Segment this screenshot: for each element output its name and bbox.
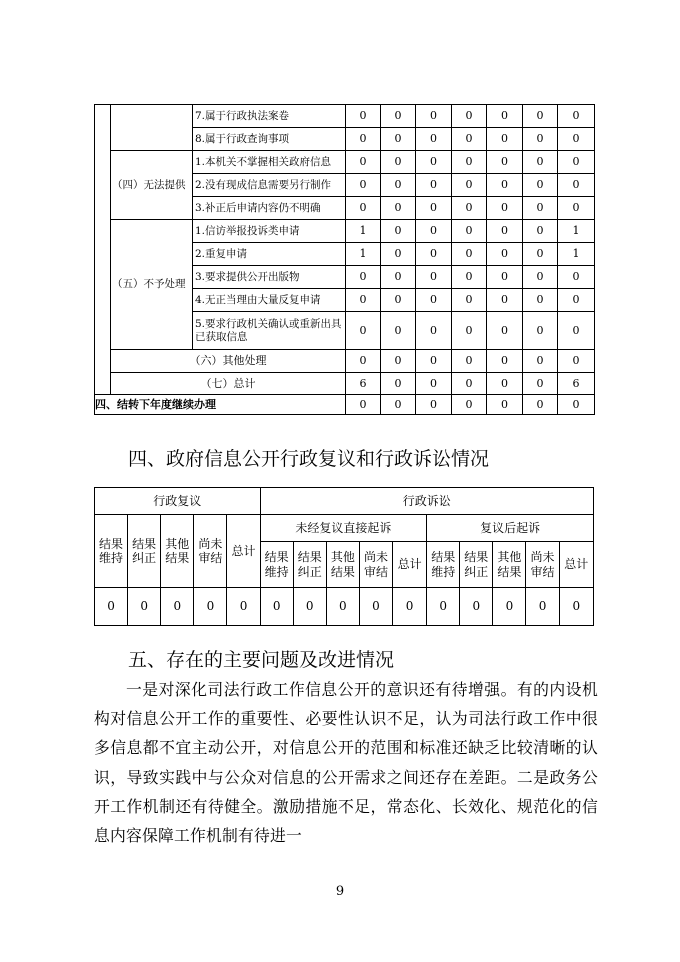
- value-cell: 0: [523, 151, 558, 174]
- table-row: [95, 373, 595, 395]
- value-cell: 0: [523, 266, 558, 289]
- value-cell: 0: [346, 289, 381, 312]
- value-cell: 0: [452, 266, 487, 289]
- value-cell: 0: [381, 289, 416, 312]
- value-cell: 0: [523, 128, 558, 151]
- value-cell: 0: [416, 289, 452, 312]
- value-cell: 0: [381, 266, 416, 289]
- value-cell: 0: [381, 174, 416, 197]
- value-cell: 0: [452, 350, 487, 373]
- review-litigation-table: [94, 487, 594, 626]
- column-header: 总计: [559, 542, 593, 588]
- value-cell: 0: [416, 151, 452, 174]
- value-cell: 0: [523, 243, 558, 266]
- value-cell: 0: [493, 588, 526, 626]
- value-cell: 0: [161, 588, 194, 626]
- body-paragraph: 一是对深化司法行政工作信息公开的意识还有待增强。有的内设机构对信息公开工作的重要性、必要性认识不足，认为司法行政工作中很多信息都不宜主动公开，对信息公开的范围和标准还缺乏比较清晰的认识，导致实践中与公众对信息的公开需求之间还存在差距。二是政务公开工作机制还有待健全。激励措施不足，常态化、长效化、规范化的信息内容保障工作机制有待进一: [94, 680, 598, 846]
- value-cell: 6: [346, 373, 381, 395]
- value-cell: 0: [452, 128, 487, 151]
- section4-title: 四、政府信息公开行政复议和行政诉讼情况: [128, 448, 490, 470]
- value-cell: 0: [558, 266, 595, 289]
- value-cell: 0: [487, 312, 523, 350]
- value-cell: 0: [487, 266, 523, 289]
- column-header: 其他结果: [326, 542, 359, 588]
- value-cell: 0: [452, 289, 487, 312]
- item-cell: 2.没有现成信息需要另行制作: [193, 174, 346, 197]
- value-cell: 0: [452, 151, 487, 174]
- value-cell: 0: [346, 266, 381, 289]
- value-cell: 1: [558, 220, 595, 243]
- table-row: [95, 151, 595, 174]
- application-handling-table: [94, 104, 595, 415]
- value-cell: 0: [95, 588, 128, 626]
- value-cell: 0: [346, 312, 381, 350]
- value-cell: 0: [381, 243, 416, 266]
- column-header: 其他结果: [161, 515, 194, 588]
- value-cell: 0: [487, 128, 523, 151]
- value-cell: 0: [487, 197, 523, 220]
- header-susong: 行政诉讼: [260, 488, 593, 515]
- value-cell: 0: [346, 128, 381, 151]
- item-cell: 3.要求提供公开出版物: [193, 266, 346, 289]
- item-cell: 3.补正后申请内容仍不明确: [193, 197, 346, 220]
- item-cell: 四、结转下年度继续办理: [95, 395, 346, 415]
- value-cell: 0: [558, 350, 595, 373]
- value-cell: 0: [452, 197, 487, 220]
- value-cell: 0: [452, 395, 487, 415]
- value-cell: 0: [381, 312, 416, 350]
- blank-cell: [95, 105, 111, 395]
- value-cell: 0: [416, 243, 452, 266]
- value-cell: 0: [381, 151, 416, 174]
- value-cell: 0: [326, 588, 359, 626]
- column-header: 结果维持: [427, 542, 460, 588]
- item-cell: 2.重复申请: [193, 243, 346, 266]
- table-row: [95, 350, 595, 373]
- value-cell: 0: [128, 588, 161, 626]
- column-header: 总计: [393, 542, 427, 588]
- value-cell: 0: [416, 373, 452, 395]
- value-cell: 0: [416, 395, 452, 415]
- value-cell: 0: [558, 128, 595, 151]
- header-direct: 未经复议直接起诉: [260, 515, 427, 542]
- value-cell: 0: [416, 105, 452, 128]
- value-cell: 1: [346, 220, 381, 243]
- item-cell: （七）总计: [111, 373, 346, 395]
- value-cell: 0: [260, 588, 293, 626]
- value-cell: 0: [523, 395, 558, 415]
- value-cell: 0: [416, 174, 452, 197]
- value-cell: 0: [558, 197, 595, 220]
- table-row: [95, 105, 595, 128]
- value-cell: 0: [416, 128, 452, 151]
- value-cell: 0: [558, 174, 595, 197]
- value-cell: 0: [526, 588, 559, 626]
- value-cell: 0: [427, 588, 460, 626]
- value-cell: 0: [487, 373, 523, 395]
- column-header: 尚未审结: [526, 542, 559, 588]
- blank-cell: [111, 105, 193, 151]
- value-cell: 0: [523, 105, 558, 128]
- value-cell: 1: [346, 243, 381, 266]
- value-cell: 0: [452, 174, 487, 197]
- table-row: [95, 220, 595, 243]
- category-cell: （五）不予处理: [111, 220, 193, 350]
- value-cell: 0: [487, 105, 523, 128]
- value-cell: 0: [558, 105, 595, 128]
- column-header: 尚未审结: [194, 515, 227, 588]
- value-cell: 0: [523, 220, 558, 243]
- value-cell: 0: [487, 350, 523, 373]
- value-cell: 0: [559, 588, 593, 626]
- value-cell: 0: [487, 289, 523, 312]
- value-cell: 0: [381, 128, 416, 151]
- value-cell: 0: [293, 588, 326, 626]
- column-header: 结果纠正: [460, 542, 493, 588]
- value-cell: 0: [452, 243, 487, 266]
- value-cell: 0: [416, 350, 452, 373]
- value-cell: 0: [523, 350, 558, 373]
- item-cell: 1.信访举报投诉类申请: [193, 220, 346, 243]
- value-cell: 0: [381, 373, 416, 395]
- value-cell: 0: [452, 105, 487, 128]
- value-cell: 0: [558, 289, 595, 312]
- value-cell: 0: [558, 151, 595, 174]
- value-cell: 1: [558, 243, 595, 266]
- value-cell: 0: [558, 312, 595, 350]
- value-cell: 0: [346, 174, 381, 197]
- item-cell: 1.本机关不掌握相关政府信息: [193, 151, 346, 174]
- value-cell: 0: [523, 289, 558, 312]
- value-cell: 0: [194, 588, 227, 626]
- value-cell: 0: [487, 395, 523, 415]
- value-cell: 6: [558, 373, 595, 395]
- value-cell: 0: [381, 220, 416, 243]
- value-cell: 0: [487, 220, 523, 243]
- item-cell: 5.要求行政机关确认或重新出具已获取信息: [193, 312, 346, 350]
- value-cell: 0: [523, 312, 558, 350]
- value-cell: 0: [523, 373, 558, 395]
- value-cell: 0: [487, 174, 523, 197]
- value-cell: 0: [523, 197, 558, 220]
- value-cell: 0: [346, 395, 381, 415]
- header-fuyi: 行政复议: [95, 488, 261, 515]
- value-cell: 0: [558, 395, 595, 415]
- value-cell: 0: [416, 312, 452, 350]
- item-cell: 7.属于行政执法案卷: [193, 105, 346, 128]
- value-cell: 0: [346, 350, 381, 373]
- value-cell: 0: [487, 243, 523, 266]
- column-header: 结果维持: [95, 515, 128, 588]
- value-cell: 0: [227, 588, 260, 626]
- value-cell: 0: [381, 105, 416, 128]
- table-row: [95, 395, 595, 415]
- value-cell: 0: [460, 588, 493, 626]
- value-cell: 0: [487, 151, 523, 174]
- category-cell: （四）无法提供: [111, 151, 193, 220]
- value-cell: 0: [381, 197, 416, 220]
- column-header: 尚未审结: [359, 542, 392, 588]
- value-cell: 0: [523, 174, 558, 197]
- column-header: 结果维持: [260, 542, 293, 588]
- value-cell: 0: [381, 350, 416, 373]
- item-cell: 4.无正当理由大量反复申请: [193, 289, 346, 312]
- item-cell: （六）其他处理: [111, 350, 346, 373]
- column-header: 总计: [227, 515, 260, 588]
- value-cell: 0: [416, 197, 452, 220]
- value-cell: 0: [452, 373, 487, 395]
- header-after: 复议后起诉: [427, 515, 594, 542]
- value-cell: 0: [452, 312, 487, 350]
- item-cell: 8.属于行政查询事项: [193, 128, 346, 151]
- column-header: 结果纠正: [128, 515, 161, 588]
- value-cell: 0: [346, 105, 381, 128]
- column-header: 其他结果: [493, 542, 526, 588]
- section5-title: 五、存在的主要问题及改进情况: [128, 649, 395, 671]
- value-cell: 0: [416, 220, 452, 243]
- value-cell: 0: [381, 395, 416, 415]
- value-cell: 0: [359, 588, 392, 626]
- value-cell: 0: [416, 266, 452, 289]
- value-cell: 0: [346, 151, 381, 174]
- page-number: 9: [335, 884, 345, 899]
- value-cell: 0: [452, 220, 487, 243]
- value-cell: 0: [393, 588, 427, 626]
- value-cell: 0: [346, 197, 381, 220]
- column-header: 结果纠正: [293, 542, 326, 588]
